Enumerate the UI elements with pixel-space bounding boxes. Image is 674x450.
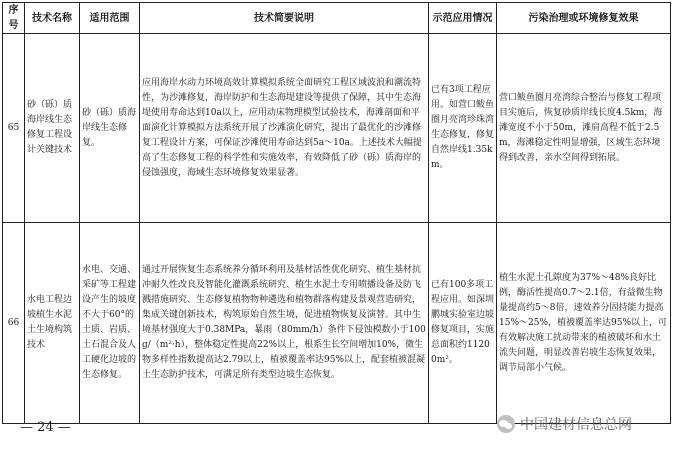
- header-effect: 污染治理或环境修复效果: [497, 3, 671, 34]
- wechat-icon: [497, 415, 515, 433]
- row-tech-name: 砂（砾）质海岸线生态修复工程设计关键技术: [25, 34, 80, 223]
- table-row: [3, 223, 671, 424]
- row-tech-name: 水电工程边坡植生水泥土生境构筑技术: [25, 223, 80, 424]
- header-application: 示范应用情况: [429, 3, 497, 34]
- table-header-row: [3, 3, 671, 34]
- row-description: 应用海岸水动力环境高效计算模拟系统全面研究工程区域波浪和潮流特性，为沙滩修复，海岸防护和生态海堤建设等提供了保障，其中生态海堤使用寿命达到10a以上，应用动床物理模型试验技术，海滩剖面和平面演化计算模拟方法系统开展了沙滩演化研究，提出了最优化的沙滩修复工程设计方案，可保证沙滩使用寿命达到5a～10a。上述技术大幅提高了生态修复工程的科学性和实施效率，有效降低了砂（砾）质海岸的侵蚀强度，海域生态环境修复效果显著。: [140, 34, 429, 223]
- row-scope: 砂（砾）质海岸线生态修复。: [80, 34, 140, 223]
- header-description: 技术简要说明: [140, 3, 429, 34]
- row-index: 65: [3, 34, 25, 223]
- row-application: 已有100多项工程应用。如深圳鹏城实验室边坡修复项目，实施总面积约11200m²。: [429, 223, 497, 424]
- header-index: 序号: [3, 3, 25, 34]
- row-scope: 水电、交通、采矿等工程建设产生的坡度不大于60°的土质、岩质、土石混合及人工硬化边坡的生态修复。: [80, 223, 140, 424]
- row-description: 通过开展恢复生态系统养分循环利用及基材活性优化研究、植生基材抗冲耐久性改良及智能化灌溉系统研究、植生水泥土专用喷播设备及防飞溅措施研究、生态修复植物物种遴选和植物群落构建及景观营造研究，集成关键创新技术，构筑原始自然生境，促进植物恢复及演替。其中生境基材强度大于0.38MPa，暴雨（80mm/h）条件下侵蚀模数小于100g/（m²·h），整体稳定性提高22%以上，根系生长空间增加10%，微生物多样性指数提高达2.79以上，植被覆盖率达95%以上，配套植被混凝土生态防护技术，可满足所有类型边坡生态恢复。: [140, 223, 429, 424]
- header-name: 技术名称: [25, 3, 80, 34]
- table-row: [3, 34, 671, 223]
- row-index: 66: [3, 223, 25, 424]
- watermark: [497, 414, 632, 434]
- header-scope: 适用范围: [80, 3, 140, 34]
- technology-table: [2, 2, 671, 424]
- watermark-text: 中国建材信息总网: [520, 417, 632, 433]
- row-effect: 营口鲅鱼圈月亮湾综合整治与修复工程项目实施后，恢复砂质岸线长度4.5km，海滩宽度不小于50m，滩肩高程不低于2.5m，海滩稳定性明显增强，区域生态环境得到改善，亲水空间得到拓展。: [497, 34, 671, 223]
- row-effect: 植生水泥土孔隙度为37%～48%良好比例，酶活性提高0.7～2.1倍，有益微生物量提高约5～8倍，速效养分固持能力提高15%～25%，植被覆盖率达95%以上，可有效解决施工扰动带来的植被破坏和水土流失问题，明显改善岩坡生态恢复效果，调节局部小气候。: [497, 223, 671, 424]
- row-application: 已有3项工程应用。如营口鲅鱼圈月亮湾珍珠湾生态修复，修复自然岸线1.35km。: [429, 34, 497, 223]
- page-number: — 24 —: [20, 420, 71, 435]
